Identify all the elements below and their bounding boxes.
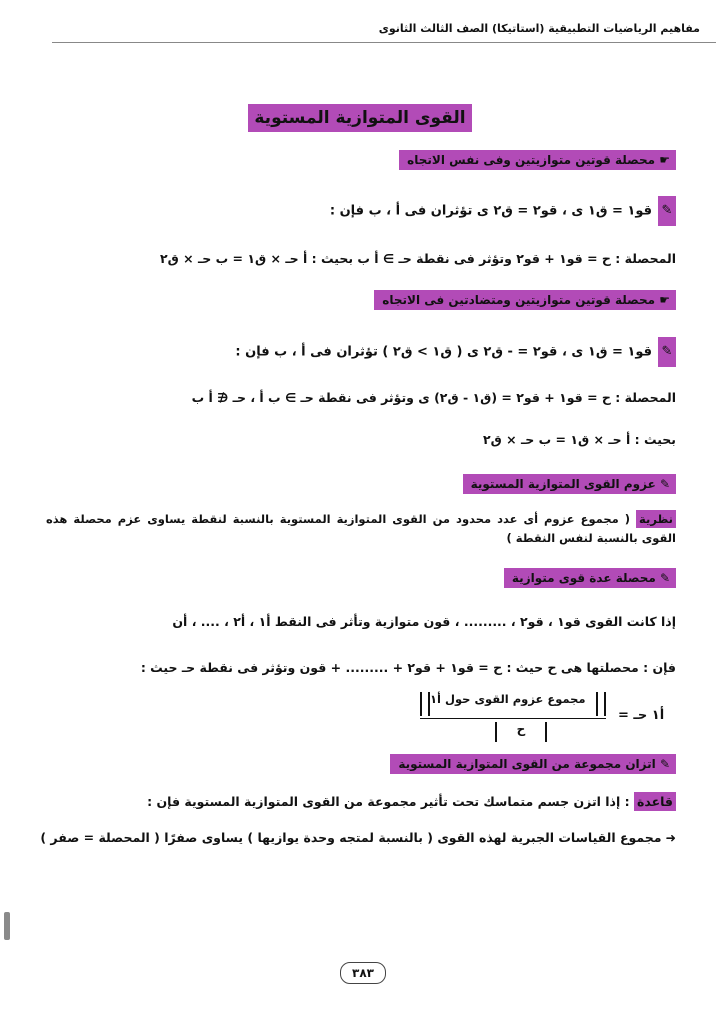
fraction-line xyxy=(420,718,606,719)
equilibrium-bullet: ➜مجموع القياسات الجبرية لهذه القوى ( بالنسبة لمتجه وحدة يوازيها ) يساوى صفرًا ( المحصلة = صفر ) xyxy=(40,830,676,845)
pointing-hand-icon: ☛ xyxy=(655,293,670,307)
fraction-lhs: أ١ حـ = xyxy=(618,708,665,723)
page-header: مفاهيم الرياضيات التطبيقية (استاتيكا) الصف الثالث الثانوى xyxy=(378,22,700,35)
abs-bar-left xyxy=(420,692,430,716)
scrollbar-thumb[interactable] xyxy=(4,912,10,940)
pen-icon: ✎ xyxy=(655,571,670,585)
pointing-hand-icon: ☛ xyxy=(655,153,670,167)
same-direction-forces-line: ✎قو١ = ق١ ى ، قو٢ = ق٢ ى تؤثران فى أ ، ب فإن : xyxy=(330,196,676,226)
theorem-text: ( مجموع عزوم أى عدد محدود من القوى المتوازية المستوية بالنسبة لنقطة يساوى عزم محصلة هذه القوى بالنسبة لنفس النقطة ) xyxy=(46,512,676,545)
abs-bar-right xyxy=(596,692,606,716)
pen-icon: ✎ xyxy=(655,757,670,771)
fraction-denominator: ح xyxy=(495,722,547,742)
header-divider xyxy=(52,42,716,43)
section-heading-same-direction: ☛ محصلة قوتين متوازيتين وفى نفس الاتجاه xyxy=(399,150,676,170)
fraction-numerator: مجموع عزوم القوى حول أ١ xyxy=(430,692,586,706)
equilibrium-rule xyxy=(147,794,676,809)
page-title-wrap xyxy=(0,108,720,128)
section-heading-opposite-direction: ☛ محصلة قوتين متوازيتين ومتضادتين فى الاتجاه xyxy=(374,290,676,310)
pen-icon: ✎ xyxy=(658,196,676,226)
section-heading-equilibrium: ✎ اتزان مجموعة من القوى المتوازية المستوية xyxy=(390,754,676,774)
several-forces-resultant: فإن : محصلتها هى ح حيث : ح = قو١ + قو٢ + ......... + قون وتؤثر فى نقطة حـ حيث : xyxy=(140,660,676,675)
rule-text: : إذا اتزن جسم متماسك تحت تأثير مجموعة من القوى المتوازية المستوية فإن : xyxy=(147,794,630,809)
pen-icon: ✎ xyxy=(655,477,670,491)
section-heading-moments: ✎ عزوم القوى المتوازية المستوية xyxy=(463,474,676,494)
same-direction-resultant: المحصلة : ح = قو١ + قو٢ وتؤثر فى نقطة حـ ∋ أ ب بحيث : أ حـ × ق١ = ب حـ × ق٢ xyxy=(160,251,676,266)
several-forces-line: إذا كانت القوى قو١ ، قو٢ ، ......... ، قون متوازية وتأثر فى النقط أ١ ، أ٢ ، .... ، أن xyxy=(172,614,676,629)
rule-label: قاعدة xyxy=(634,792,676,811)
page-number: ٣٨٣ xyxy=(340,962,386,984)
moment-fraction xyxy=(420,692,670,752)
left-arrow-icon: ➜ xyxy=(665,830,676,845)
theorem-label: نظرية xyxy=(636,510,676,528)
page-title: القوى المتوازية المستوية xyxy=(248,104,471,132)
pen-icon: ✎ xyxy=(658,337,676,367)
opposite-direction-forces-line: ✎قو١ = ق١ ى ، قو٢ = - ق٢ ى ( ق١ > ق٢ ) تؤثران فى أ ، ب فإن : xyxy=(235,337,676,367)
moments-theorem xyxy=(46,510,676,548)
section-heading-several-forces: ✎ محصلة عدة قوى متوازية xyxy=(504,568,676,588)
opposite-direction-resultant: المحصلة : ح = قو١ + قو٢ = (ق١ - ق٢) ى وتؤثر فى نقطة حـ ∋ ب أ ، حـ ∉ أ ب xyxy=(191,390,676,405)
opposite-direction-condition: بحيث : أ حـ × ق١ = ب حـ × ق٢ xyxy=(482,432,676,447)
